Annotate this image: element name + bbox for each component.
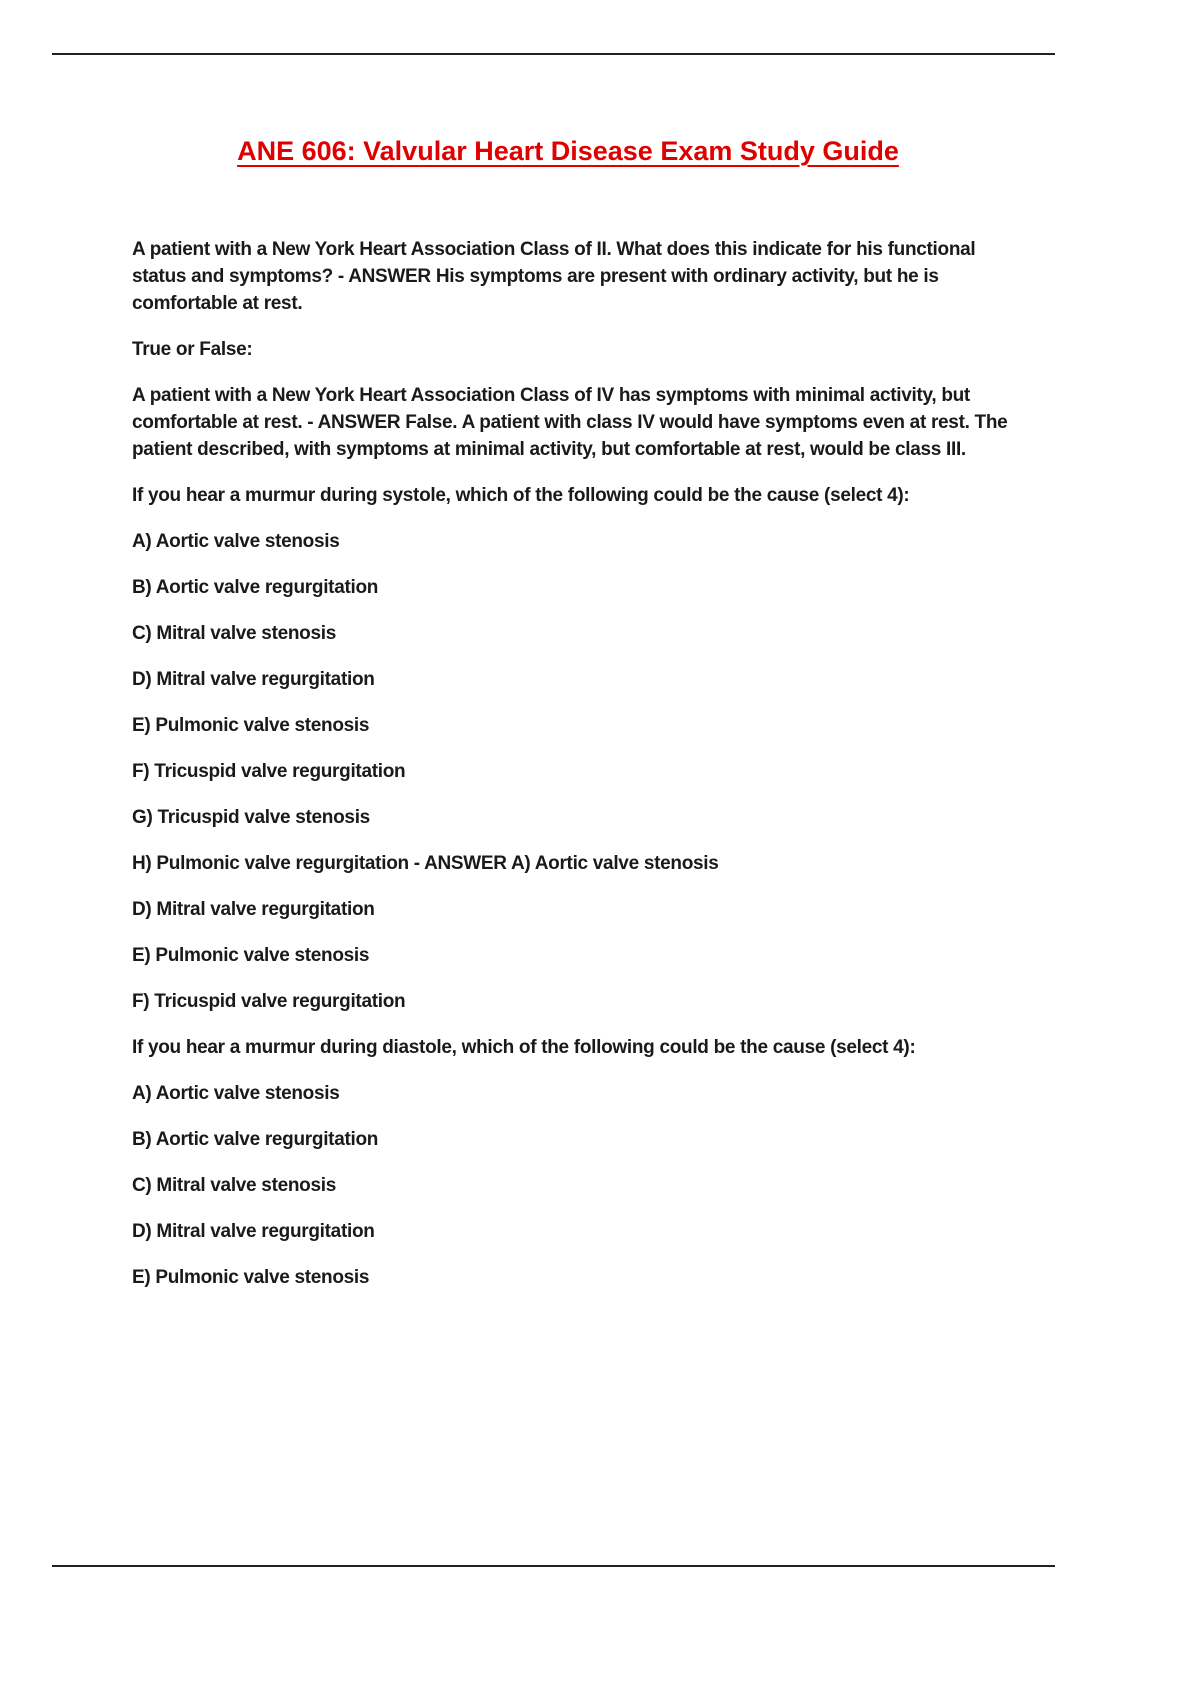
option: G) Tricuspid valve stenosis bbox=[132, 807, 370, 828]
paragraph: A patient with a New York Heart Association Class of II. What does this indicate for his functional status and symptoms? - ANSWER His symptoms are present with ordinary activity, but he is comfortable at rest. bbox=[132, 239, 976, 314]
paragraph: A patient with a New York Heart Association Class of IV has symptoms with minimal activity, but comfortable at rest. - ANSWER False. A patient with class IV would have symptoms even at rest. The patient described, with symptoms at minimal activity, but comfortable at rest, would be class III. bbox=[132, 385, 1008, 460]
option: D) Mitral valve regurgitation bbox=[132, 669, 375, 690]
answer-item: F) Tricuspid valve regurgitation bbox=[132, 991, 406, 1012]
option: F) Tricuspid valve regurgitation bbox=[132, 761, 406, 782]
option: A) Aortic valve stenosis bbox=[132, 531, 340, 552]
question: If you hear a murmur during systole, which of the following could be the cause (select 4): bbox=[132, 485, 910, 506]
answer-item: D) Mitral valve regurgitation bbox=[132, 899, 375, 920]
option: B) Aortic valve regurgitation bbox=[132, 1129, 379, 1150]
header-rule bbox=[52, 53, 1055, 55]
answer-item: E) Pulmonic valve stenosis bbox=[132, 945, 370, 966]
option: E) Pulmonic valve stenosis bbox=[132, 715, 370, 736]
question: If you hear a murmur during diastole, which of the following could be the cause (select 4): bbox=[132, 1037, 916, 1058]
paragraph: True or False: bbox=[132, 339, 253, 360]
option-with-answer: H) Pulmonic valve regurgitation - ANSWER A) Aortic valve stenosis bbox=[132, 853, 719, 874]
option: E) Pulmonic valve stenosis bbox=[132, 1267, 370, 1288]
footer-rule bbox=[52, 1565, 1055, 1567]
option: A) Aortic valve stenosis bbox=[132, 1083, 340, 1104]
option: C) Mitral valve stenosis bbox=[132, 1175, 336, 1196]
document-title-text: ANE 606: Valvular Heart Disease Exam Study Guide bbox=[237, 136, 899, 166]
option: D) Mitral valve regurgitation bbox=[132, 1221, 375, 1242]
option: B) Aortic valve regurgitation bbox=[132, 577, 379, 598]
option: C) Mitral valve stenosis bbox=[132, 623, 336, 644]
document-title bbox=[0, 136, 1150, 167]
document-body bbox=[132, 236, 1017, 1310]
